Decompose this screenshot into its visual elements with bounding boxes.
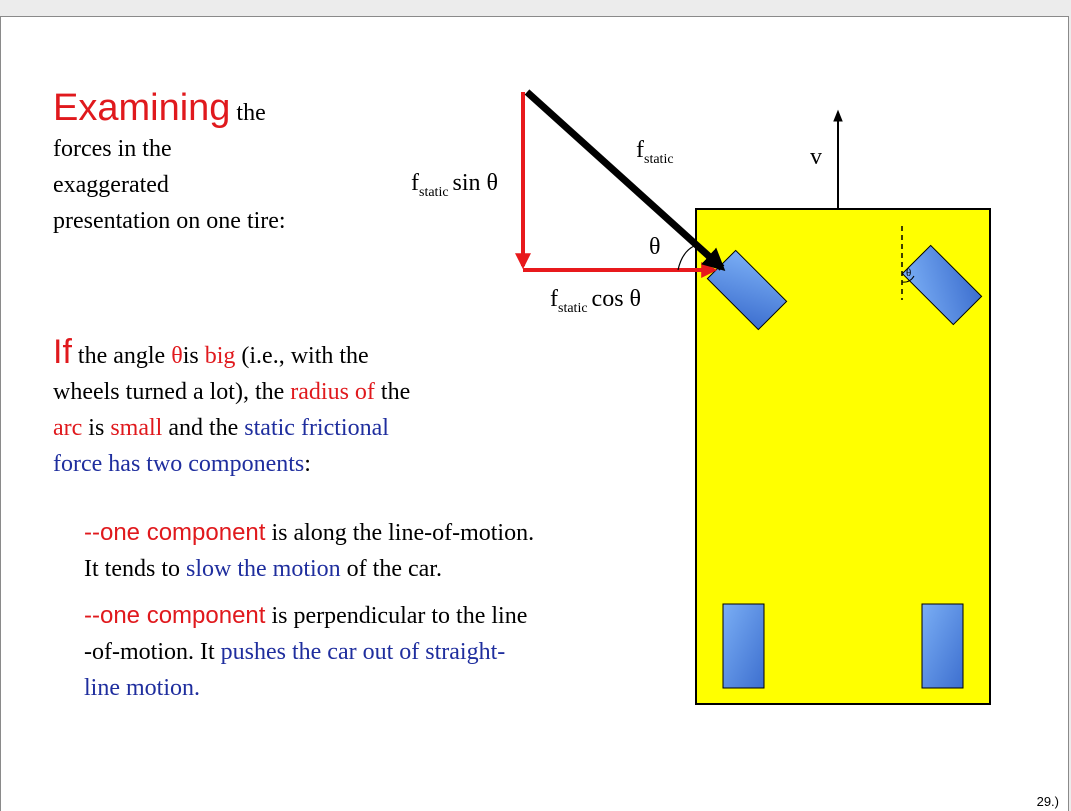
title-line-3: exaggerated xyxy=(53,172,169,198)
theta-symbol: θ xyxy=(171,343,183,369)
label-theta: θ xyxy=(649,234,661,260)
slow-motion-phrase: slow the motion xyxy=(186,556,341,582)
title-word: the xyxy=(230,100,266,126)
para-text: : xyxy=(304,451,311,477)
force-components-phrase: force has two components xyxy=(53,451,305,477)
if-word: If xyxy=(53,333,72,371)
para-text: the angle xyxy=(71,343,172,369)
rear-right-tire xyxy=(922,604,963,688)
label-f-static: $f_{static}$ xyxy=(636,137,674,167)
big-word: big xyxy=(204,343,236,369)
label-f-static-sin: $f_{static}$ sin θ xyxy=(411,170,499,200)
bullet-text: -of-motion. It xyxy=(84,639,221,665)
static-friction-arrow xyxy=(527,92,722,268)
rear-left-tire xyxy=(723,604,764,688)
small-word: small xyxy=(110,415,163,441)
label-f-static-cos: $f_{static}$ cos θ xyxy=(550,286,642,316)
bullet-text: is along the line-of-motion. xyxy=(265,520,535,546)
bullet-lead: --one component xyxy=(84,602,266,629)
bullet-text: is perpendicular to the line xyxy=(265,603,528,629)
para-text: is xyxy=(182,343,205,369)
page-number: 29.) xyxy=(1036,794,1059,809)
title-line-4: presentation on one tire: xyxy=(53,208,286,234)
title-line-2: forces in the xyxy=(53,136,172,162)
para-text: (i.e., with the xyxy=(235,343,369,369)
bullet-text: of the car. xyxy=(340,556,442,582)
label-theta-small: θ xyxy=(906,267,912,279)
bullet-lead: --one component xyxy=(84,519,266,546)
para-text: wheels turned a lot), the xyxy=(53,379,291,405)
radius-of-word: radius of xyxy=(290,379,375,405)
label-v: v xyxy=(810,144,822,170)
para-text: is xyxy=(82,415,111,441)
static-frictional-word: static frictional xyxy=(244,415,389,441)
para-text: and the xyxy=(162,415,245,441)
pushes-car-phrase: pushes the car out of straight- xyxy=(220,639,506,665)
bullet-text: It tends to xyxy=(84,556,186,582)
arc-word: arc xyxy=(53,415,83,441)
title-highlight: Examining xyxy=(53,87,231,129)
theta-angle-arc xyxy=(678,246,694,270)
para-text: the xyxy=(374,379,411,405)
line-motion-phrase: line motion. xyxy=(84,675,200,701)
